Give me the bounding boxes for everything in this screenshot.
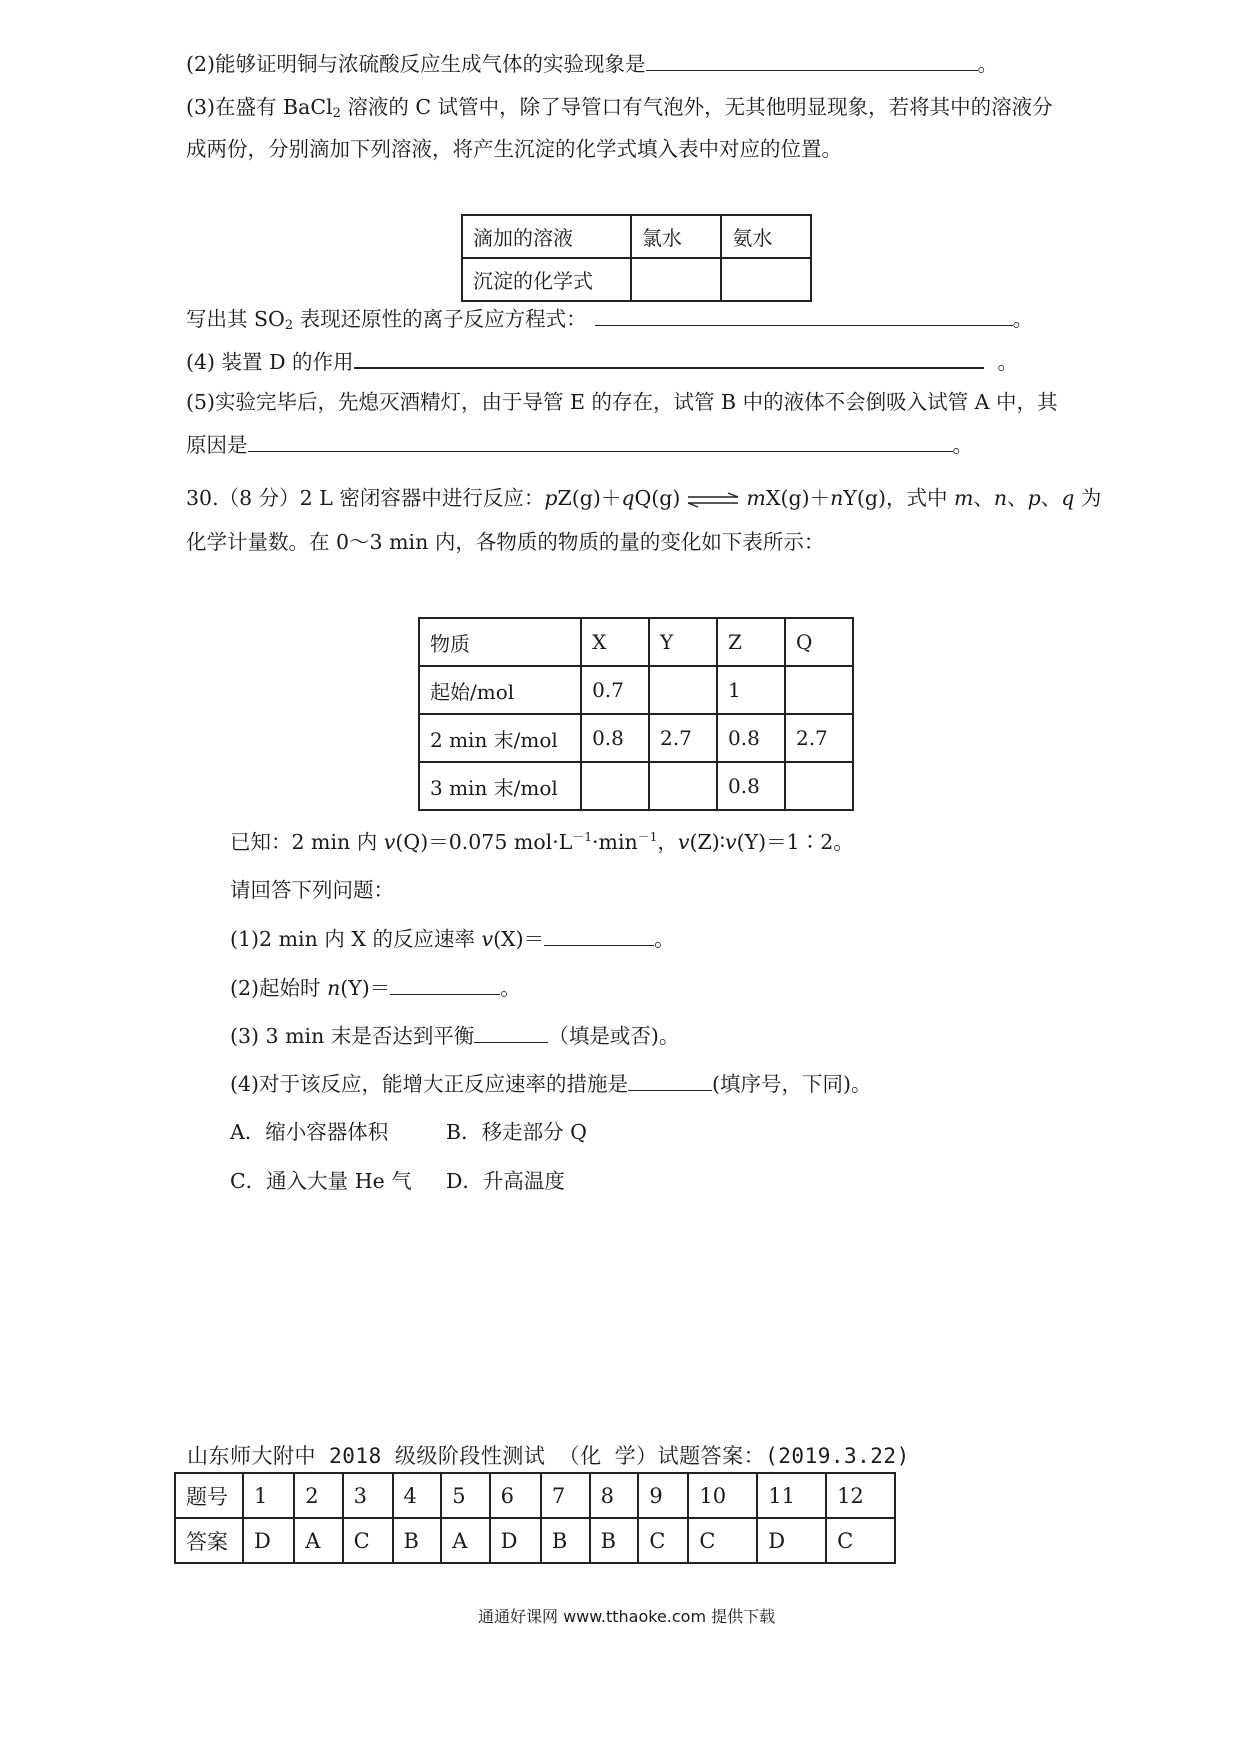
q29-part4: (4) 装置 D 的作用 。 — [186, 345, 1018, 377]
answer-cell: B — [393, 1518, 442, 1563]
answer-cell: D — [490, 1518, 541, 1563]
option-b[interactable]: B．移走部分 Q — [446, 1120, 587, 1144]
answer-cell: A — [441, 1518, 489, 1563]
answer-cell: C — [638, 1518, 688, 1563]
answer-cell[interactable] — [721, 258, 811, 301]
answer-cell[interactable] — [631, 258, 722, 301]
reagent-table — [461, 214, 812, 302]
answer-cell: B — [541, 1518, 590, 1563]
question-number-cell: 3 — [343, 1473, 393, 1518]
q30-answer1: (1)2 min 内 X 的反应速率 v(X)＝ 。 — [230, 923, 675, 954]
answer-blank[interactable] — [628, 1068, 712, 1091]
answer-blank[interactable] — [354, 345, 984, 369]
answer-cell: C — [343, 1518, 393, 1563]
q29-part2: (2)能够证明铜与浓硫酸反应生成气体的实验现象是 。 — [186, 48, 998, 79]
question-number-cell: 5 — [441, 1473, 489, 1518]
q30-answer2: (2)起始时 n(Y)＝ 。 — [230, 972, 521, 1003]
answer-cell: B — [590, 1518, 639, 1563]
table-row: 2 min 末/mol 0.8 2.7 0.8 2.7 — [419, 714, 853, 762]
q29-so2-line: 写出其 $SO_2$ 表现还原性的离子反应方程式： 。 — [186, 303, 1033, 334]
question-number-cell: 9 — [638, 1473, 688, 1518]
question-number-cell: 10 — [688, 1473, 757, 1518]
question-number-cell: 11 — [757, 1473, 826, 1518]
q30-answer3: (3) 3 min 末是否达到平衡 （填是或否)。 — [230, 1020, 679, 1051]
answer-cell: D — [243, 1518, 294, 1563]
equilibrium-arrow-icon — [686, 492, 740, 508]
question-number-cell: 4 — [393, 1473, 442, 1518]
amount-table — [418, 617, 854, 811]
table-row: 答案 D A C B A D B B C C D C — [175, 1518, 895, 1563]
option-c[interactable]: C．通入大量 He 气 — [230, 1169, 412, 1193]
table-row: 起始/mol 0.7 1 — [419, 666, 853, 714]
question-number-cell: 1 — [243, 1473, 294, 1518]
q29-part3-line1: (3)在盛有 BaCl$_2$ 溶液的 C 试管中，除了导管口有气泡外，无其他明显现象，若将其中的溶液分 — [186, 95, 1053, 121]
option-a[interactable]: A．缩小容器体积 — [230, 1120, 389, 1144]
answer-cell: C — [688, 1518, 757, 1563]
table-row: 3 min 末/mol 0.8 — [419, 762, 853, 810]
q29-part5-line2: 原因是 。 — [186, 429, 973, 460]
answer-blank[interactable] — [544, 923, 654, 946]
q29-part5-line1: (5)实验完毕后，先熄灭酒精灯，由于导管 E 的存在，试管 B 中的液体不会倒吸入试管 A 中，其 — [186, 390, 1058, 414]
answer-cell: A — [294, 1518, 342, 1563]
q29-part3-line2: 成两份，分别滴加下列溶液，将产生沉淀的化学式填入表中对应的位置。 — [186, 137, 842, 161]
table-row: 物质 X Y Z Q — [419, 618, 853, 666]
answer-key-table — [174, 1472, 896, 1564]
table-row: 滴加的溶液 氯水 氨水 — [462, 215, 811, 258]
question-number-cell: 12 — [826, 1473, 895, 1518]
answer-blank[interactable] — [390, 972, 500, 995]
question-number-cell: 8 — [590, 1473, 639, 1518]
footer-text: 通通好课网 www.tthaoke.com 提供下载 — [478, 1607, 776, 1626]
answer-cell: D — [757, 1518, 826, 1563]
answer-blank[interactable] — [248, 429, 953, 452]
q30-answer4: (4)对于该反应，能增大正反应速率的措施是 (填序号，下同)。 — [230, 1068, 872, 1099]
q30-header: 30.（8 分）2 L 密闭容器中进行反应：pZ(g)＋qQ(g) mX(g)＋nY(g)，式中 m、n、p、q 为 — [186, 486, 1102, 510]
table-row: 题号 1 2 3 4 5 6 7 8 9 10 11 12 — [175, 1473, 895, 1518]
question-number-cell: 6 — [490, 1473, 541, 1518]
answer-blank[interactable] — [646, 48, 978, 71]
table-row: 沉淀的化学式 — [462, 258, 811, 301]
answer-blank[interactable] — [474, 1020, 548, 1043]
answer-blank[interactable] — [595, 303, 1013, 326]
q30-ask: 请回答下列问题： — [230, 878, 394, 902]
answer-cell: C — [826, 1518, 895, 1563]
q30-line2: 化学计量数。在 0～3 min 内，各物质的物质的量的变化如下表所示： — [186, 530, 825, 554]
question-number-cell: 2 — [294, 1473, 342, 1518]
option-d[interactable]: D．升高温度 — [446, 1169, 565, 1193]
question-number-cell: 7 — [541, 1473, 590, 1518]
answer-key-title: 山东师大附中 2018 级级阶段性测试 （化 学）试题答案：(2019.3.22) — [187, 1444, 910, 1468]
q30-known: 已知：2 min 内 v(Q)＝0.075 $mol\cdot L^{-1}\cdot\min^{-1}$，v(Z)∶v(Y)＝1∶2。 — [230, 830, 854, 854]
